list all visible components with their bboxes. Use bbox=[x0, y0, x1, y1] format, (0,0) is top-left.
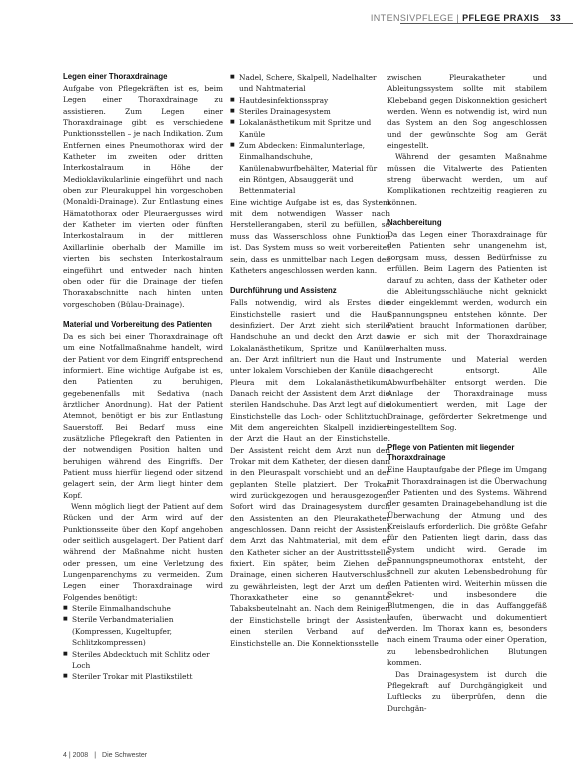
list-item: ■ Steriles Abdecktuch mit Schlitz oder Loch bbox=[63, 649, 223, 672]
list-item: ■ Steriles Drainagesystem bbox=[230, 106, 390, 117]
paragraph: Eine Hauptaufgabe der Pflege im Umgang mit Thoraxdrainagen ist die Überwachung der Patienten und des Systems. Während der gesamten Drainagebehandlung ist die Überwachung der Atmung und des Kreislaufs erforderlich. Die größte Gefahr für den Patienten liegt darin, dass das System undicht wird. Gerade im Spannungspneumothorax entsteht, der schnell zur akuten Lebensbedrohung für den Patienten wird. Weiterhin müssen die Sekret- und insbesondere die Blutmengen, die in das Auffanggefäß laufen, überwacht und dokumentiert werden. Im Thorax kann es, besonders nach einem Trauma oder einer Operation, zu lebensbedrohlichen Blutungen kommen. bbox=[387, 465, 547, 668]
paragraph: Das Drainagesystem ist durch die Pflegekraft auf Durchgängigkeit und Luftlecks zu überprüfen, denn die Durchgän- bbox=[387, 669, 547, 713]
publisher-name: Die Schwester bbox=[102, 752, 148, 759]
column-3 bbox=[387, 72, 547, 714]
column-1 bbox=[63, 72, 223, 683]
heading-durchfuehrung: Durchführung und Assistenz bbox=[230, 286, 337, 296]
paragraph: zwischen Pleurakatheter und Ableitungssystem sollte mit stabilem Klebeband gegen Diskonnektion gesichert werden. Wenn es notwendig ist, wird nun das System an den Sog angeschlossen und der gewünschte Sog am Gerät eingestellt. bbox=[387, 73, 547, 151]
paragraph: Wenn möglich liegt der Patient auf dem Rücken und der Arm wird auf der Punktionsseite über den Kopf angehoben oder seitlich ausgelagert. Der Patient darf während der Maßnahme nicht husten oder pressen, um eine Verletzung des Lungenparenchyms zu vermeiden. Zum Legen einer Thoraxdrainage wird Folgendes benötigt: bbox=[63, 502, 223, 602]
list-item: ■ Nadel, Schere, Skalpell, Nadelhalter und Nahtmaterial bbox=[230, 72, 390, 95]
header-separator: | bbox=[456, 13, 460, 23]
list-item: ■ Zum Abdecken: Einmalunterlage, Einmalhandschuhe, Kanülenabwurfbehälter, Material für ein Röntgen, Absauggerät und Bettenmaterial bbox=[230, 140, 390, 197]
list-item: ■ Sterile Verbandmaterialien (Kompressen, Kugeltupfer, Schlitzkompressen) bbox=[63, 614, 223, 648]
heading-legen: Legen einer Thoraxdrainage bbox=[63, 72, 168, 81]
heading-pflege: Pflege von Patienten mit liegender Thoraxdrainage bbox=[387, 443, 515, 463]
paragraph: Da es sich bei einer Thoraxdrainage oft um eine Notfallmaßnahme handelt, wird der Patient vor dem Eingriff entsprechend informiert. Eine wichtige Aufgabe ist es, den Patienten zu beruhigen, gegebenenfalls mit Sedativa (nach ärztlicher Anordnung). Hat der Patient Atemnot, benötigt er bis zur Entlastung Sauerstoff. Bei Bedarf muss eine zusätzliche Pflegekraft den Patienten in der notwendigen Position halten und beruhigen während des Eingriffs. Der Patient muss hierfür liegend oder sitzend gelagert sein, der Arm liegt hinter dem Kopf. bbox=[63, 331, 223, 500]
paragraph: Während der gesamten Maßnahme müssen die Vitalwerte des Patienten streng überwacht werden, um auf Komplikationen rechtzeitig reagieren zu können. bbox=[387, 152, 547, 207]
paragraph: Eine wichtige Aufgabe ist es, das System mit dem notwendigen Wasser nach Herstellerangaben, steril zu befüllen, so muss das Wasserschloss ohne Funktion ist. Das System muss so weit vorbereitet sein, dass es unmittelbar nach Legen des Katheters angeschlossen werden kann. bbox=[230, 197, 390, 275]
issue-number: 4 | 2008 bbox=[63, 752, 89, 759]
list-item: ■ Steriler Trokar mit Plastikstilett bbox=[63, 671, 223, 682]
heading-material: Material und Vorbereitung des Patienten bbox=[63, 319, 212, 329]
heading-nachbereitung: Nachbereitung bbox=[387, 218, 442, 228]
paragraph: Aufgabe von Pflegekräften ist es, beim Legen einer Thoraxdrainage zu assistieren. Zum Legen einer Thoraxdrainage gibt es verschiedene Punktionsstellen – je nach Indikation. Zum Entfernen eines Pneumothorax wird der Katheter im zweiten oder dritten Interkostalraum in Höhe der Medioklavikularlinie eingeführt und nach oben zur Pleurakuppel hin vorgeschoben (Monaldi-Drainage). Zur Entlastung eines Hämatothorax oder Pleuraergusses wird der Katheter im vierten oder fünften Interkostalraum in der mittleren Axillarlinie oberhalb der Mamille im vierten bis sechsten Interkostalraum eingeführt und entweder nach hinten oben oder für die Drainage der tiefen Thoraxabschnitte nach hinten unten vorgeschoben (Bülau-Drainage). bbox=[63, 84, 223, 309]
material-list-continued bbox=[230, 72, 390, 197]
paragraph: Da das Legen einer Thoraxdrainage für den Patienten sehr unangenehm ist, sorgsam muss, dessen Bedürfnisse zu erfüllen. Beim Lagern des Patienten ist darauf zu achten, dass der Katheter oder die Ableitungsschläuche nicht geknickt oder eingeklemmt werden, wodurch ein Spannungspneu entstehen könnte. Der Patient braucht Informationen darüber, wie er sich mit der Thoraxdrainage verhalten muss. bbox=[387, 230, 547, 353]
paragraph: Instrumente und Material werden sachgerecht entsorgt. Alle Abwurfbehälter entsorgt werden. Die Anlage der Thoraxdrainage muss dokumentiert werden, mit Lage der Drainage, geförderter Sekretmenge und eingestelltem Sog. bbox=[387, 354, 547, 432]
section-label: INTENSIVPFLEGE bbox=[370, 13, 454, 23]
list-item: ■ Hautdesinfektionsspray bbox=[230, 95, 390, 106]
column-2 bbox=[230, 72, 390, 649]
list-item: ■ Sterile Einmalhandschuhe bbox=[63, 603, 223, 614]
page-footer: 4 | 2008 | Die Schwester bbox=[63, 752, 148, 759]
journal-title: PFLEGE PRAXIS bbox=[462, 13, 540, 23]
material-list bbox=[63, 603, 223, 682]
paragraph: Falls notwendig, wird als Erstes die Einstichstelle rasiert und die Haut desinfiziert. Der Arzt zieht sich sterile Handschuhe an und deckt den Arzt das Lokalanästhetikum, Spritze und Kanüle an. Der Arzt infiltriert nun die Haut und unter lokalem Vorschieben der Kanüle die Pleura mit dem Lokalanästhetikum. Danach reicht der Assistent dem Arzt die sterilen Handschuhe. Das Arzt legt auf die Einstichstelle das Loch- oder Schlitztuch. Mit dem angereichten Skalpell inzidiert der Arzt die Haut an der Einstichstelle. Der Assistent reicht dem Arzt nun den Trokar mit dem Katheter, der diesen dann in den Pleuraspalt vorschiebt und an der geplanten Stelle platziert. Der Trokar wird zurückgezogen und herausgezogen. Sofort wird das Drainagesystem durch den Assistenten an den Pleurakatheter angeschlossen. Dann reicht der Assistent dem Arzt das Nahtmaterial, mit dem er den Katheter sicher an der Austrittsstelle fixiert. Ein später, beim Ziehen der Drainage, einen sicheren Hautverschluss zu gewährleisten, legt der Arzt um den Thoraxkatheter eine so genannte Tabaksbeutelnaht an. Nach dem Reinigen der Einstichstelle bringt der Assistent einen sterilen Verband auf der Einstichstelle an. Die Konnektionsstelle bbox=[230, 298, 390, 648]
list-item: ■ Lokalanästhetikum mit Spritze und Kanüle bbox=[230, 117, 390, 140]
header-rule bbox=[400, 23, 573, 24]
running-head bbox=[371, 13, 561, 23]
page-number: 33 bbox=[550, 13, 561, 23]
